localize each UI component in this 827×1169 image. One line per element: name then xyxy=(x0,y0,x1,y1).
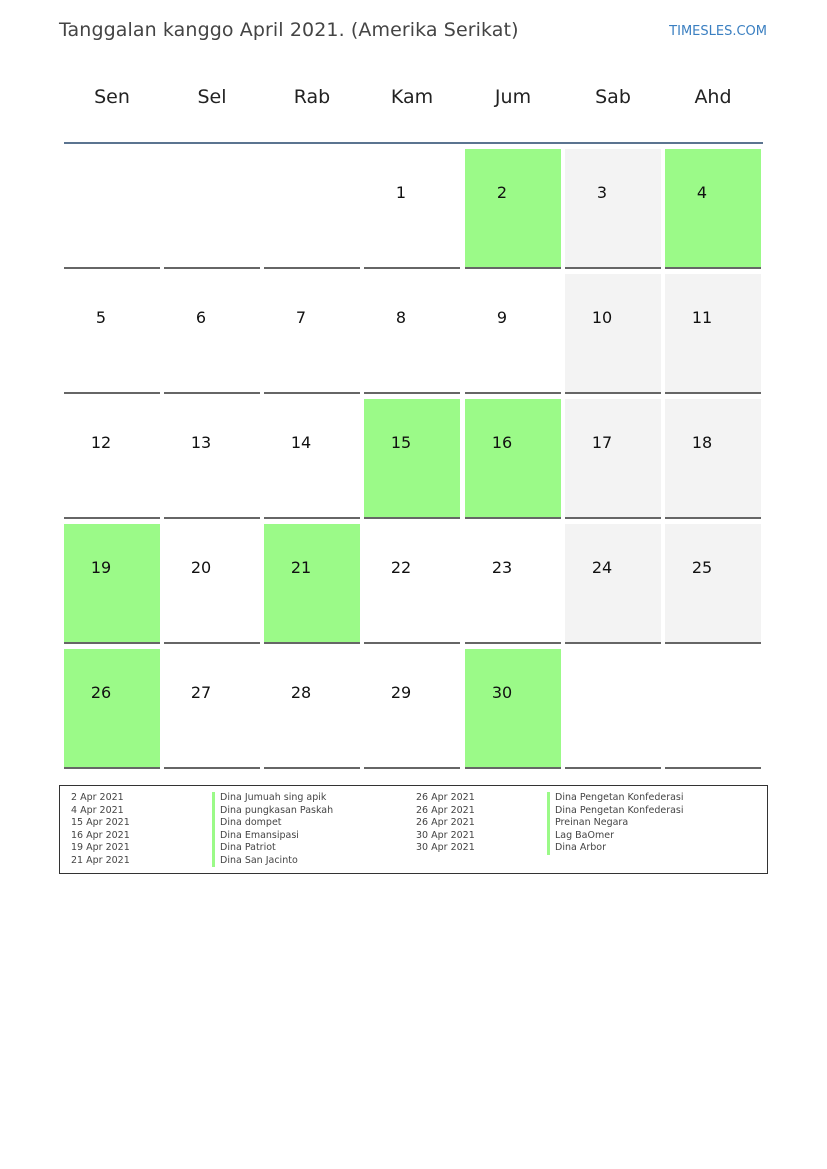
day-number: 2 xyxy=(496,183,508,202)
legend-color-bar xyxy=(547,792,550,855)
legend-dates-left xyxy=(71,792,130,867)
day-number: 6 xyxy=(195,308,207,327)
day-cell[interactable] xyxy=(64,399,160,519)
day-number: 8 xyxy=(395,308,407,327)
weekday-header-row xyxy=(64,86,763,122)
day-cell[interactable] xyxy=(665,274,761,394)
day-number: 28 xyxy=(290,683,312,702)
header-divider xyxy=(64,142,763,144)
legend-dates-right xyxy=(416,792,475,855)
day-number: 4 xyxy=(696,183,708,202)
legend-holiday-name: Dina pungkasan Paskah xyxy=(220,804,334,816)
legend-names-right xyxy=(555,792,684,855)
day-number: 17 xyxy=(591,433,613,452)
brand-link[interactable]: TIMESLES.COM xyxy=(669,24,767,39)
day-cell[interactable] xyxy=(465,149,561,269)
day-cell[interactable] xyxy=(164,399,260,519)
legend-holiday-name: Preinan Negara xyxy=(555,817,629,828)
day-cell[interactable] xyxy=(164,524,260,644)
weekday-label: Jum xyxy=(494,86,532,108)
legend-date: 19 Apr 2021 xyxy=(71,842,130,853)
weekday-label: Rab xyxy=(293,86,331,108)
legend-holiday-name: Dina Pengetan Konfederasi xyxy=(555,792,684,803)
day-number: 29 xyxy=(390,683,412,702)
empty-day-cell xyxy=(665,649,761,769)
legend-date: 26 Apr 2021 xyxy=(416,792,475,803)
day-number: 30 xyxy=(491,683,513,702)
day-number: 15 xyxy=(390,433,412,452)
day-cell[interactable] xyxy=(164,649,260,769)
legend-holiday-name: Lag BaOmer xyxy=(555,829,614,841)
day-cell[interactable] xyxy=(64,274,160,394)
empty-day-cell xyxy=(164,149,260,269)
day-cell[interactable] xyxy=(364,524,460,644)
day-cell[interactable] xyxy=(465,274,561,394)
empty-day-cell xyxy=(64,149,160,269)
day-cell[interactable] xyxy=(465,399,561,519)
day-number: 27 xyxy=(190,683,212,702)
legend-date: 26 Apr 2021 xyxy=(416,817,475,828)
day-cell[interactable] xyxy=(565,274,661,394)
legend-date: 26 Apr 2021 xyxy=(416,804,475,816)
day-number: 16 xyxy=(491,433,513,452)
day-cell[interactable] xyxy=(164,274,260,394)
day-cell[interactable] xyxy=(264,274,360,394)
day-cell[interactable] xyxy=(565,524,661,644)
day-number: 10 xyxy=(591,308,613,327)
day-cell[interactable] xyxy=(565,399,661,519)
legend-holiday-name: Dina Patriot xyxy=(220,842,276,853)
legend-date: 4 Apr 2021 xyxy=(71,804,124,816)
day-cell[interactable] xyxy=(465,524,561,644)
day-number: 14 xyxy=(290,433,312,452)
day-number: 13 xyxy=(190,433,212,452)
weekday-label: Sen xyxy=(94,86,130,108)
day-number: 25 xyxy=(691,558,713,577)
day-number: 11 xyxy=(691,308,713,327)
weekday-label: Sab xyxy=(595,86,631,108)
legend-date: 2 Apr 2021 xyxy=(71,792,124,803)
day-number: 12 xyxy=(90,433,112,452)
legend-holiday-name: Dina Jumuah sing apik xyxy=(220,792,327,803)
legend-date: 16 Apr 2021 xyxy=(71,829,130,841)
day-number: 20 xyxy=(190,558,212,577)
day-cell[interactable] xyxy=(264,649,360,769)
weekday-label: Sel xyxy=(197,86,227,108)
legend-date: 21 Apr 2021 xyxy=(71,854,130,866)
holiday-legend xyxy=(59,785,768,874)
legend-holiday-name: Dina San Jacinto xyxy=(220,854,298,866)
day-cell[interactable] xyxy=(64,524,160,644)
day-number: 3 xyxy=(596,183,608,202)
legend-holiday-name: Dina Arbor xyxy=(555,842,606,853)
day-number: 19 xyxy=(90,558,112,577)
day-number: 9 xyxy=(496,308,508,327)
legend-date: 15 Apr 2021 xyxy=(71,817,130,828)
day-cell[interactable] xyxy=(565,149,661,269)
day-cell[interactable] xyxy=(665,399,761,519)
legend-holiday-name: Dina Emansipasi xyxy=(220,829,299,841)
day-cell[interactable] xyxy=(364,149,460,269)
day-number: 21 xyxy=(290,558,312,577)
day-cell[interactable] xyxy=(264,524,360,644)
legend-date: 30 Apr 2021 xyxy=(416,842,475,853)
day-cell[interactable] xyxy=(364,399,460,519)
day-cell[interactable] xyxy=(264,399,360,519)
day-cell[interactable] xyxy=(364,649,460,769)
day-cell[interactable] xyxy=(364,274,460,394)
weekday-label: Ahd xyxy=(694,86,732,108)
legend-holiday-name: Dina Pengetan Konfederasi xyxy=(555,804,684,816)
page-title: Tanggalan kanggo April 2021. (Amerika Serikat) xyxy=(59,19,519,41)
legend-names-left xyxy=(220,792,333,867)
empty-day-cell xyxy=(565,649,661,769)
day-number: 24 xyxy=(591,558,613,577)
day-cell[interactable] xyxy=(64,649,160,769)
day-cell[interactable] xyxy=(665,524,761,644)
day-number: 7 xyxy=(295,308,307,327)
legend-holiday-name: Dina dompet xyxy=(220,817,282,828)
day-number: 1 xyxy=(395,183,407,202)
day-number: 26 xyxy=(90,683,112,702)
day-cell[interactable] xyxy=(665,149,761,269)
day-number: 23 xyxy=(491,558,513,577)
day-number: 22 xyxy=(390,558,412,577)
empty-day-cell xyxy=(264,149,360,269)
day-cell[interactable] xyxy=(465,649,561,769)
legend-date: 30 Apr 2021 xyxy=(416,829,475,841)
legend-color-bar xyxy=(212,792,215,867)
calendar-grid xyxy=(64,149,763,774)
day-number: 18 xyxy=(691,433,713,452)
day-number: 5 xyxy=(95,308,107,327)
weekday-label: Kam xyxy=(390,86,434,108)
